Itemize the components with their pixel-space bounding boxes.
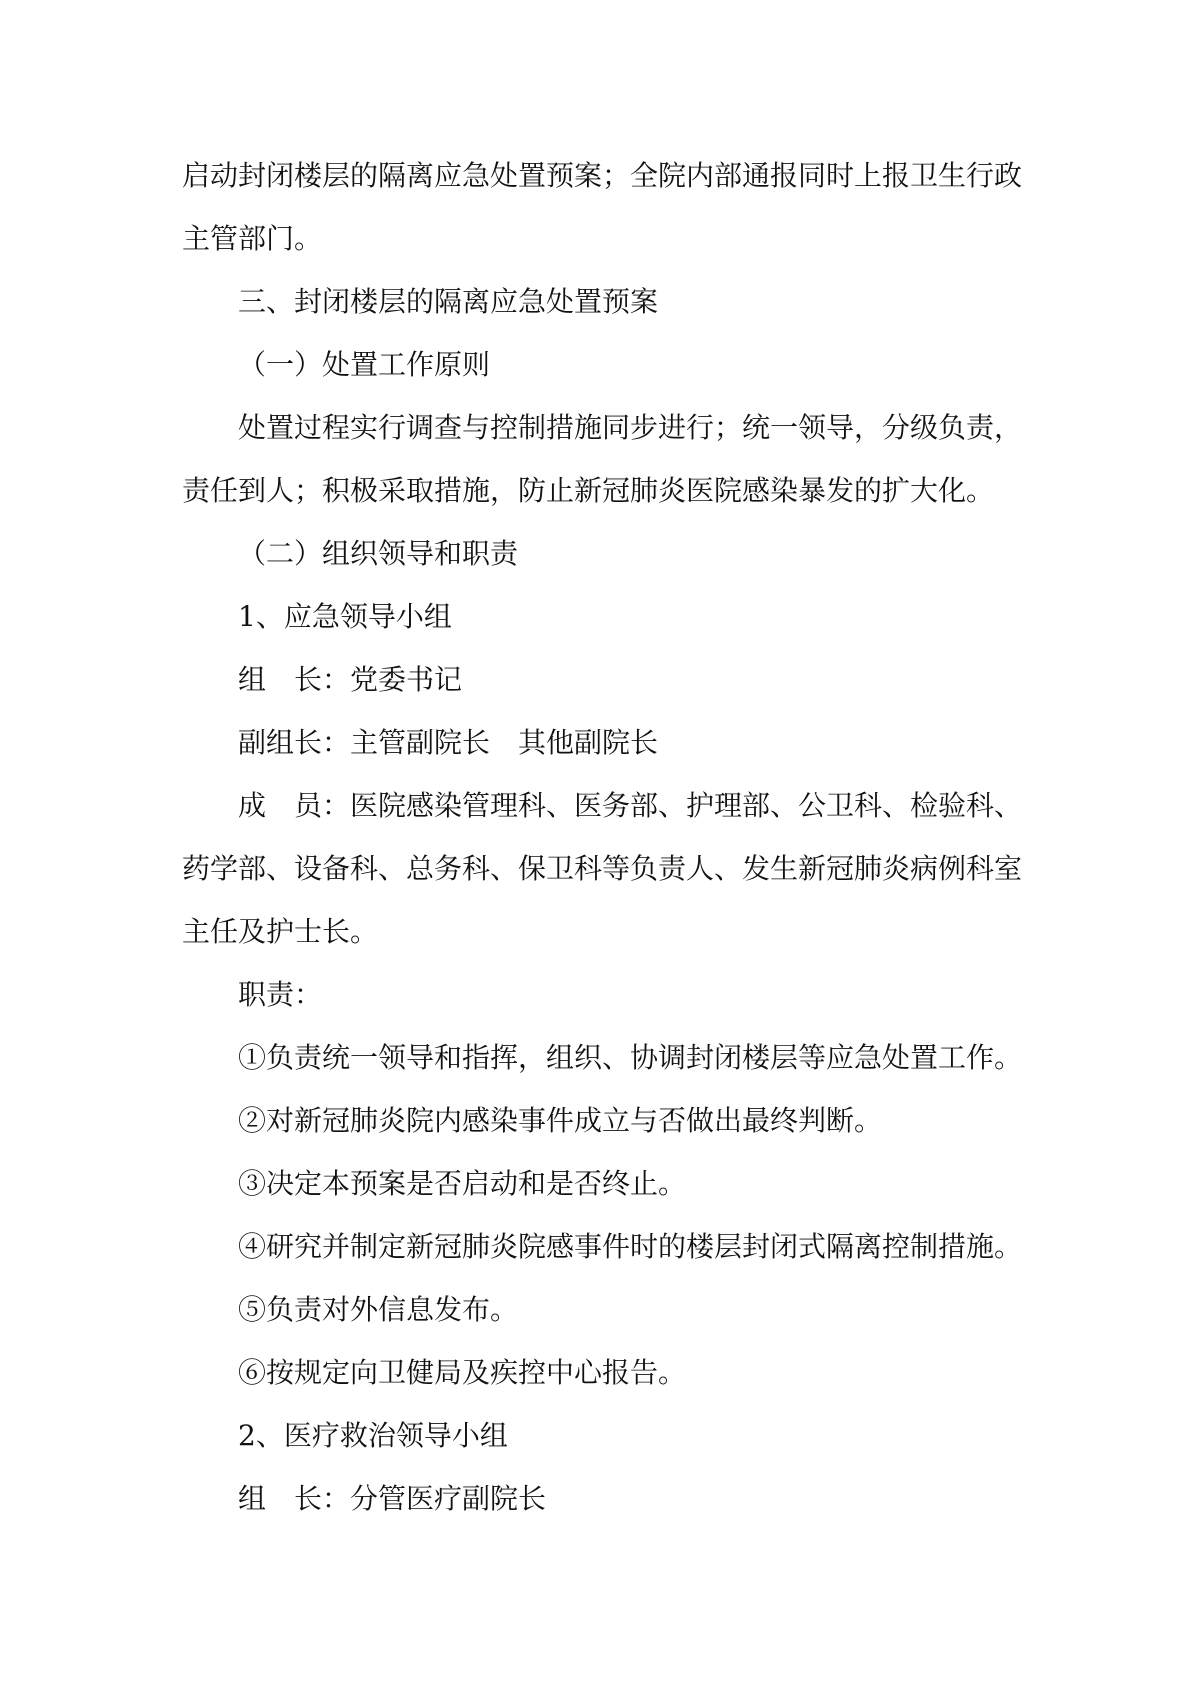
- group-title-emergency-leadership: 1、应急领导小组: [238, 600, 452, 633]
- duty-item: ⑤负责对外信息发布。: [238, 1293, 519, 1326]
- group-title-medical-treatment: 2、医疗救治领导小组: [238, 1419, 508, 1452]
- continuation-paragraph: 启动封闭楼层的隔离应急处置预案；全院内部通报同时上报卫生行政主管部门。: [182, 159, 1023, 255]
- duties-label: 职责：: [238, 978, 323, 1011]
- duty-item: ②对新冠肺炎院内感染事件成立与否做出最终判断。: [238, 1104, 883, 1137]
- subsection-heading-organization: （二）组织领导和职责: [238, 537, 519, 570]
- medical-group-leader-line: 组 长：分管医疗副院长: [238, 1482, 547, 1515]
- duty-item: ③决定本预案是否启动和是否终止。: [238, 1167, 687, 1200]
- subsection-heading-principles: （一）处置工作原则: [238, 348, 491, 381]
- duty-item: ①负责统一领导和指挥，组织、协调封闭楼层等应急处置工作。: [238, 1041, 1023, 1074]
- document-body: [182, 144, 1022, 1530]
- principles-paragraph: 处置过程实行调查与控制措施同步进行；统一领导，分级负责，责任到人；积极采取措施，防止新冠肺炎医院感染暴发的扩大化。: [182, 411, 1023, 507]
- members-paragraph: 成 员：医院感染管理科、医务部、护理部、公卫科、检验科、药学部、设备科、总务科、保卫科等负责人、发生新冠肺炎病例科室主任及护士长。: [182, 789, 1023, 948]
- deputy-leader-line: 副组长：主管副院长 其他副院长: [238, 726, 659, 759]
- section-heading: 三、封闭楼层的隔离应急处置预案: [238, 285, 659, 318]
- duty-item: ⑥按规定向卫健局及疾控中心报告。: [238, 1356, 687, 1389]
- duty-item: ④研究并制定新冠肺炎院感事件时的楼层封闭式隔离控制措施。: [238, 1230, 1023, 1263]
- group-leader-line: 组 长：党委书记: [238, 663, 463, 696]
